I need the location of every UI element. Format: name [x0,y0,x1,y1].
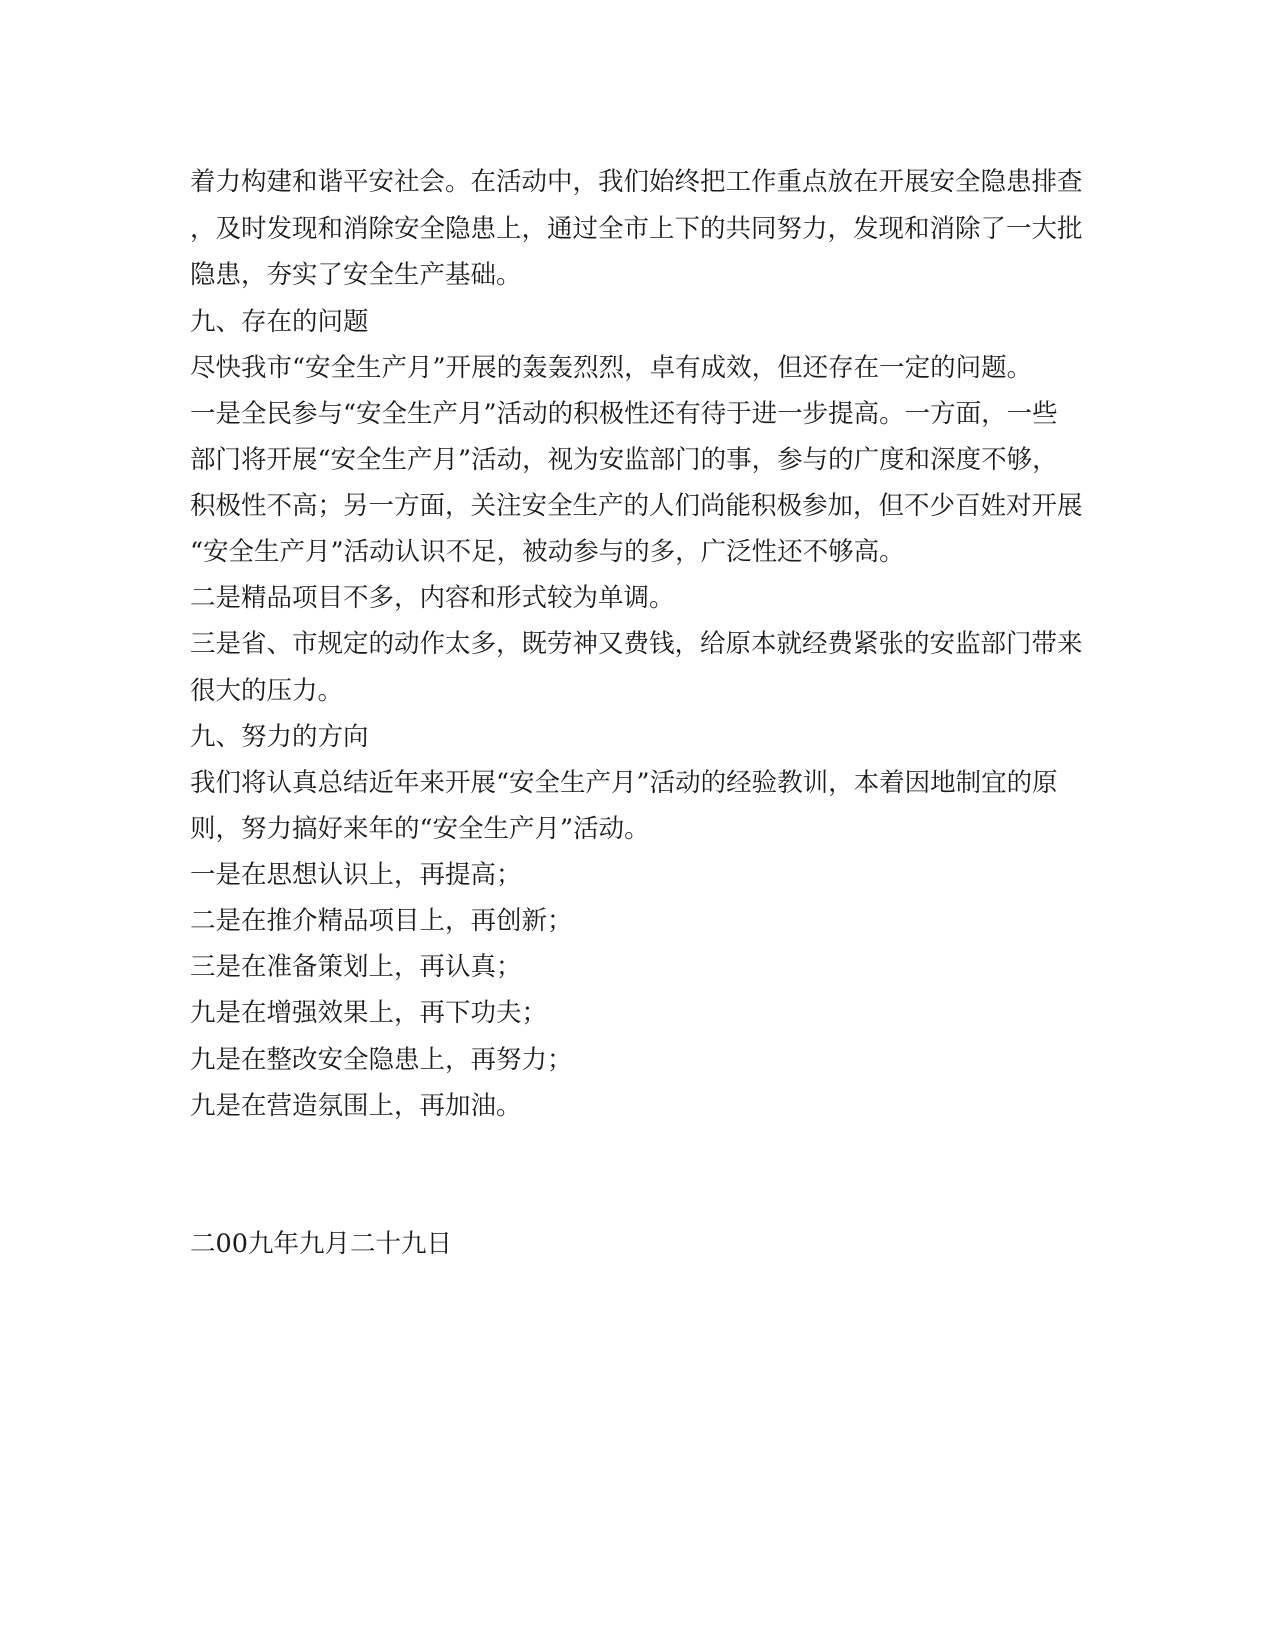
paragraph-line: “安全生产月”活动认识不足，被动参与的多，广泛性还不够高。 [190,537,905,567]
list-item: 九是在整改安全隐患上，再努力； [190,1045,573,1075]
paragraph-line: ，及时发现和消除安全隐患上，通过全市上下的共同努力，发现和消除了一大批 [190,214,1083,244]
list-item: 九是在营造氛围上，再加油。 [190,1091,522,1121]
paragraph-line: 很大的压力。 [190,676,344,706]
paragraph-line: 则，努力搞好来年的“安全生产月”活动。 [190,814,650,844]
list-item: 二是在推介精品项目上，再创新； [190,906,573,936]
paragraph-line: 二是精品项目不多，内容和形式较为单调。 [190,583,675,613]
document-date: 二00九年九月二十九日 [190,1229,452,1259]
list-item: 三是在准备策划上，再认真； [190,952,522,982]
section-heading: 九、存在的问题 [190,307,369,337]
paragraph-line: 部门将开展“安全生产月”活动，视为安监部门的事，参与的广度和深度不够， [190,445,1058,475]
paragraph-line: 我们将认真总结近年来开展“安全生产月”活动的经验教训，本着因地制宜的原 [190,768,1058,798]
paragraph-line: 隐患，夯实了安全生产基础。 [190,260,522,290]
paragraph-line: 一是全民参与“安全生产月”活动的积极性还有待于进一步提高。一方面，一些 [190,399,1058,429]
section-heading: 九、努力的方向 [190,722,369,752]
paragraph-line: 尽快我市“安全生产月”开展的轰轰烈烈，卓有成效，但还存在一定的问题。 [190,353,1033,383]
paragraph-line: 三是省、市规定的动作太多，既劳神又费钱，给原本就经费紧张的安监部门带来 [190,629,1083,659]
paragraph-line: 着力构建和谐平安社会。在活动中，我们始终把工作重点放在开展安全隐患排查 [190,167,1083,197]
list-item: 一是在思想认识上，再提高； [190,860,522,890]
list-item: 九是在增强效果上，再下功夫； [190,998,548,1028]
paragraph-line: 积极性不高；另一方面，关注安全生产的人们尚能积极参加，但不少百姓对开展 [190,491,1083,521]
